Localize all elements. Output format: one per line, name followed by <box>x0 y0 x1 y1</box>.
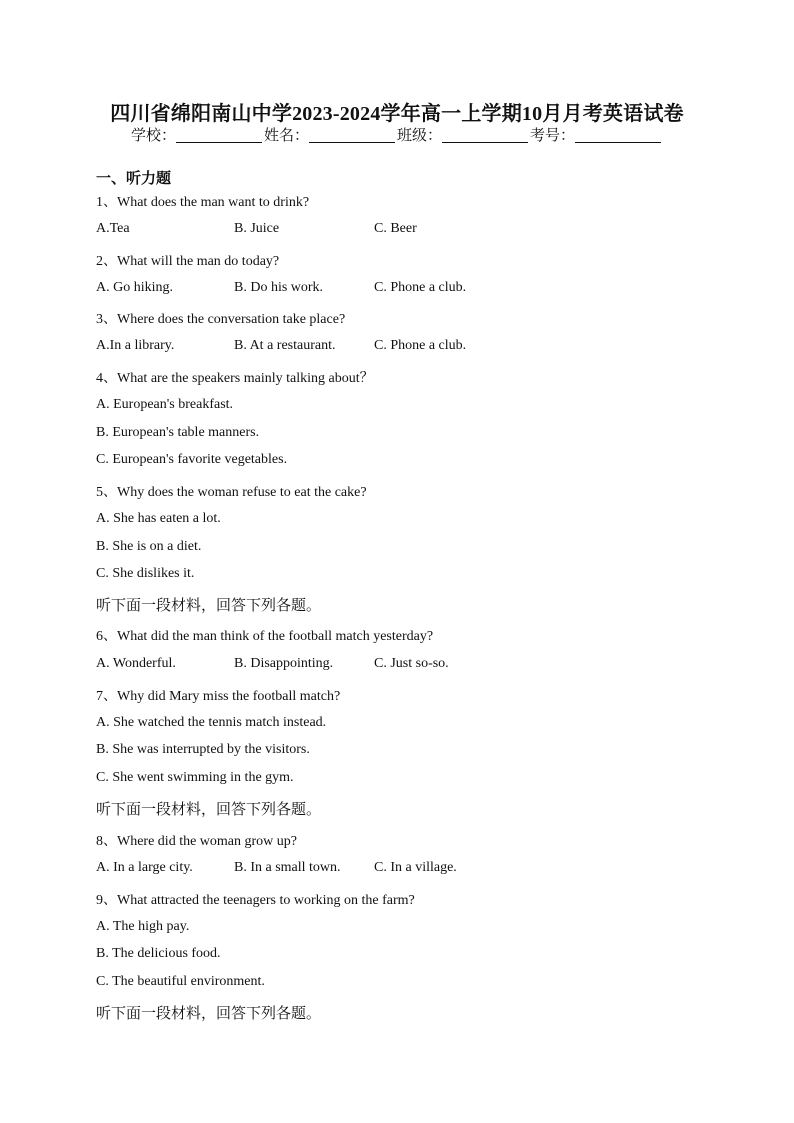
question-2: 2、What will the man do today? <box>96 254 280 269</box>
q1-option-c: C. Beer <box>374 221 417 236</box>
q1-option-a: A.Tea <box>96 221 130 236</box>
question-3: 3、Where does the conversation take place? <box>96 312 346 327</box>
question-5: 5、Why does the woman refuse to eat the cake? <box>96 485 367 500</box>
q8-option-b: B. In a small town. <box>234 860 341 875</box>
q7-option-b: B. She was interrupted by the visitors. <box>96 742 310 757</box>
q6-option-b: B. Disappointing. <box>234 656 334 671</box>
q9-option-a: A. The high pay. <box>96 919 190 934</box>
question-4: 4、What are the speakers mainly talking about？ <box>96 371 374 386</box>
student-info-row <box>0 124 794 145</box>
q9-option-b: B. The delicious food. <box>96 946 221 961</box>
listen-note-1: 听下面一段材料，回答下列各题。 <box>96 598 322 614</box>
q2-option-c: C. Phone a club. <box>374 280 467 295</box>
q6-option-a: A. Wonderful. <box>96 656 176 671</box>
q4-option-c: C. European's favorite vegetables. <box>96 452 288 467</box>
page-title: 四川省绵阳南山中学2023-2024学年高一上学期10月月考英语试卷 <box>110 103 684 125</box>
q5-option-a: A. She has eaten a lot. <box>96 511 221 526</box>
q7-option-c: C. She went swimming in the gym. <box>96 770 294 785</box>
q3-option-a: A.In a library. <box>96 338 175 353</box>
question-6: 6、What did the man think of the football match yesterday? <box>96 629 434 644</box>
section-heading: 一、听力题 <box>96 171 172 187</box>
school-blank <box>176 128 262 143</box>
name-blank <box>309 128 395 143</box>
q4-option-a: A. European's breakfast. <box>96 397 234 412</box>
number-blank <box>575 128 661 143</box>
listen-note-3: 听下面一段材料，回答下列各题。 <box>96 1006 322 1022</box>
q5-option-b: B. She is on a diet. <box>96 539 202 554</box>
q2-option-a: A. Go hiking. <box>96 280 173 295</box>
q8-option-c: C. In a village. <box>374 860 457 875</box>
q8-option-a: A. In a large city. <box>96 860 193 875</box>
listen-note-2: 听下面一段材料，回答下列各题。 <box>96 802 322 818</box>
q5-option-c: C. She dislikes it. <box>96 566 195 581</box>
q7-option-a: A. She watched the tennis match instead. <box>96 715 327 730</box>
number-label: 考号： <box>530 128 576 144</box>
question-1: 1、What does the man want to drink? <box>96 195 310 210</box>
name-label: 姓名： <box>263 128 309 144</box>
q3-option-c: C. Phone a club. <box>374 338 467 353</box>
class-label: 班级： <box>397 128 443 144</box>
question-9: 9、What attracted the teenagers to working on the farm? <box>96 893 415 908</box>
q1-option-b: B. Juice <box>234 221 280 236</box>
q4-option-b: B. European's table manners. <box>96 425 260 440</box>
school-label: 学校： <box>130 128 176 144</box>
question-7: 7、Why did Mary miss the football match? <box>96 689 341 704</box>
q3-option-b: B. At a restaurant. <box>234 338 336 353</box>
q9-option-c: C. The beautiful environment. <box>96 974 265 989</box>
question-8: 8、Where did the woman grow up? <box>96 834 297 849</box>
class-blank <box>442 128 528 143</box>
q2-option-b: B. Do his work. <box>234 280 324 295</box>
q6-option-c: C. Just so-so. <box>374 656 449 671</box>
